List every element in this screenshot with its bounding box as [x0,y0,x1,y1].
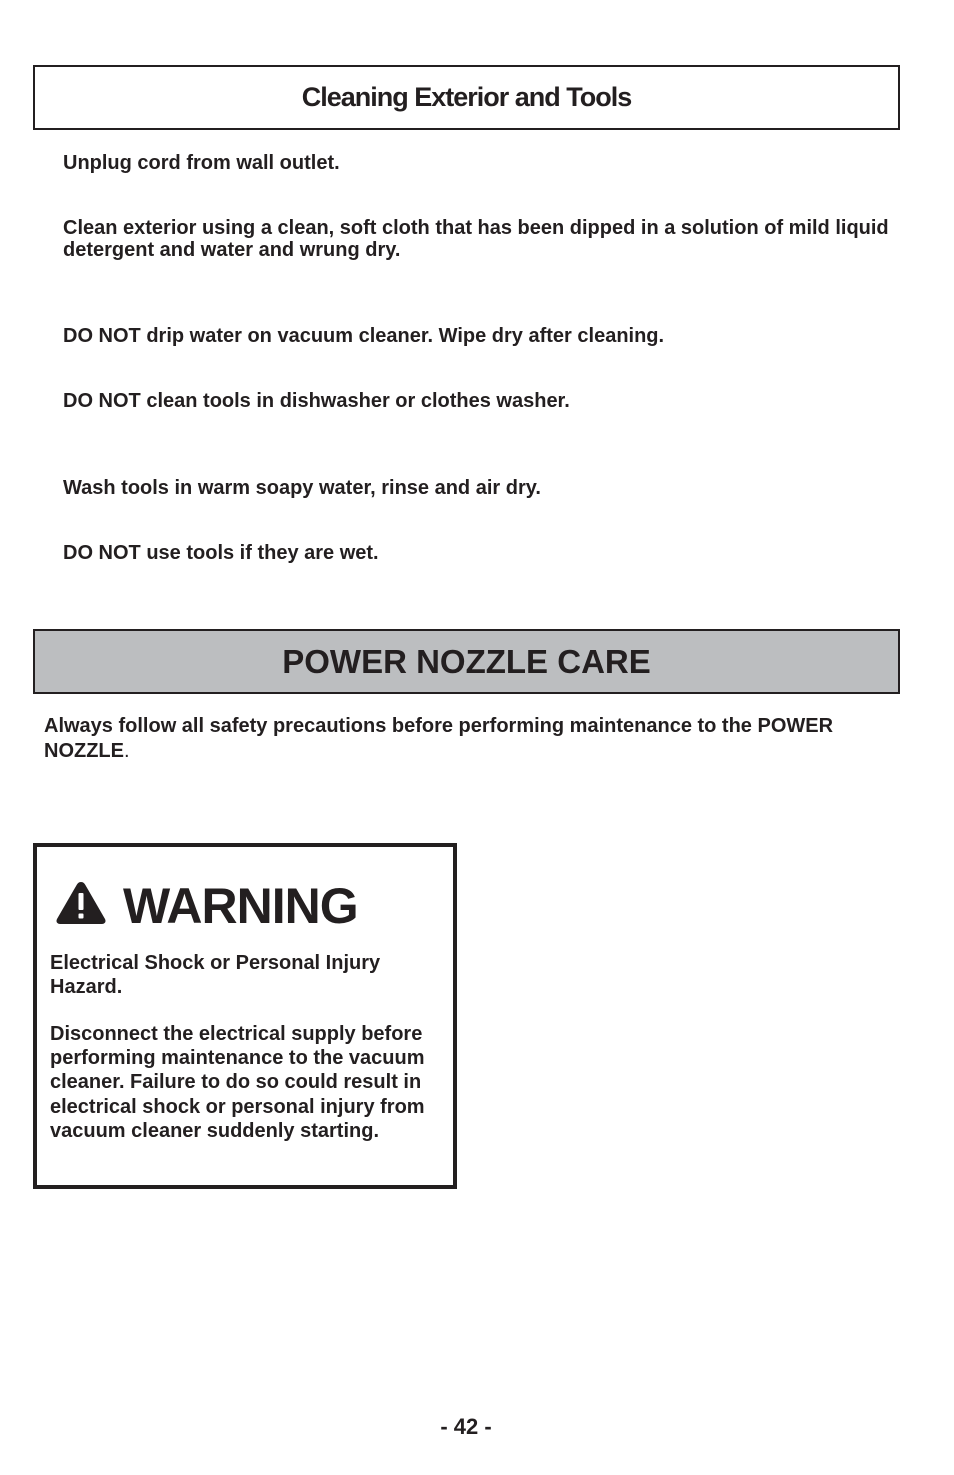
cleaning-step-wash-tools: Wash tools in warm soapy water, rinse and air dry. [63,477,541,499]
cleaning-step-no-wet-tools: DO NOT use tools if they are wet. [63,542,379,564]
cleaning-section-title: Cleaning Exterior and Tools [301,82,632,112]
page-number: - 42 - [440,1414,492,1439]
power-nozzle-intro-period: . [124,740,130,762]
cleaning-step-exterior: Clean exterior using a clean, soft cloth that has been dipped in a solution of mild liquid detergent and water and wrung dry. [63,217,889,261]
cleaning-section-header [33,65,900,130]
cleaning-step-unplug: Unplug cord from wall outlet. [63,152,340,174]
power-nozzle-intro-text: Always follow all safety precautions before performing maintenance to the POWER NOZZLE [44,715,834,762]
cleaning-step-no-dishwasher: DO NOT clean tools in dishwasher or clothes washer. [63,390,570,412]
warning-box [33,843,457,1189]
warning-title: WARNING [123,878,358,934]
power-nozzle-section-title: POWER NOZZLE CARE [282,642,651,680]
warning-triangle-icon [55,880,107,926]
warning-hazard-text: Electrical Shock or Personal Injury Hazard. [50,952,381,998]
cleaning-step-no-drip: DO NOT drip water on vacuum cleaner. Wipe dry after cleaning. [63,325,665,347]
power-nozzle-intro [44,714,904,764]
warning-body-text: Disconnect the electrical supply before performing maintenance to the vacuum cleaner. Failure to do so could result in electrical shock or personal injury from vacuum cleaner suddenly starting. [50,1023,425,1142]
power-nozzle-section-header [33,629,900,694]
